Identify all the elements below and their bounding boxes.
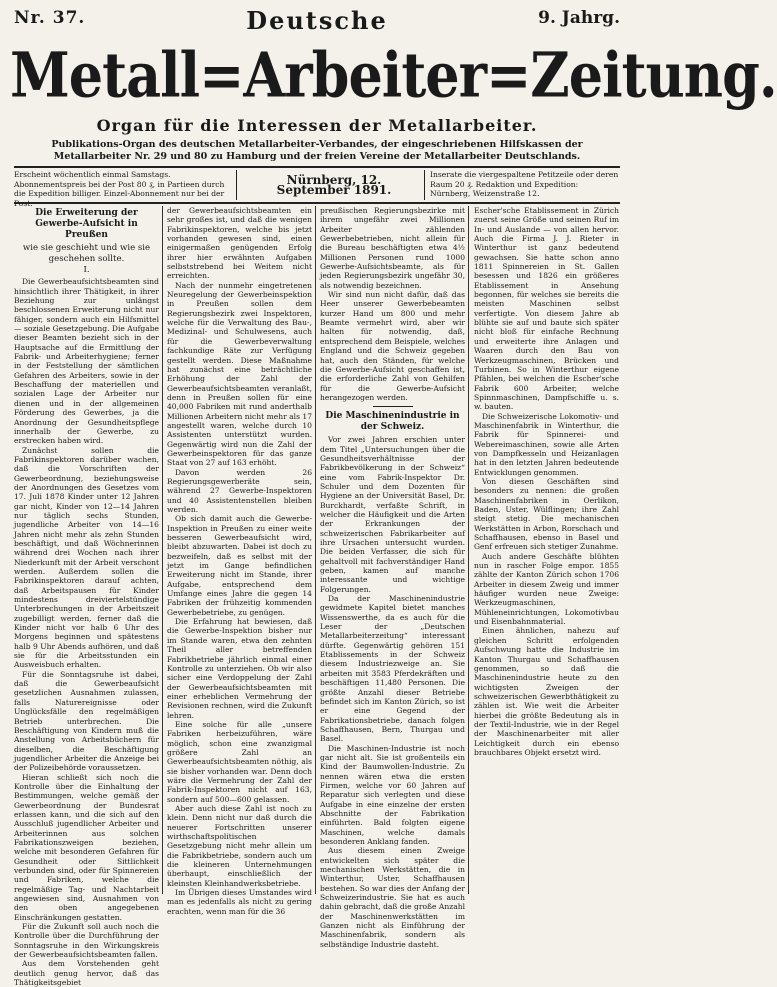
paragraph: Auch andere Geschäfte blühten nun in rascher Folge empor. 1855 zählte der Kanton Zürich schon 1706 Arbeiter in diesem Zweig und immer häufiger wurden neue Zweige: Werkzeugmaschinen, Mühleneinrichtungen, Lokomotivbau und Eisenbahnmaterial.	[474, 551, 619, 627]
paragraph: Davon werden 26 Regierungsgewerberäte sein, während 27 Gewerbe-Inspektoren und 40 Assistentenstellen bleiben werden.	[167, 467, 312, 514]
article-heading: Die Maschinenindustrie in der Schweiz.	[325, 411, 460, 433]
column-1	[14, 206, 159, 987]
publication-line: Publikations-Organ des deutschen Metallarbeiter-Verbandes, der eingeschriebenen Hilfskassen der Metallarbeiter Nr. 29 und 80 zu Hamburg und der freien Vereine der Metallarbeiter Deutschlands.	[51, 139, 583, 162]
paragraph: Im Übrigen dieses Umstandes wird man es jedenfalls als nicht zu gering erachten, wenn man für die 36	[167, 888, 312, 916]
masthead-title-top: Deutsche	[246, 6, 388, 35]
column-divider	[468, 206, 469, 894]
paragraph: Für die Zukunft soll auch noch die Kontrolle über die Durchführung der Sonntagsruhe in den Wirkungskreis der Gewerbeaufsichtsbeamten fallen.	[14, 922, 159, 960]
article-subheading: wie sie geschieht und wie sie geschehen sollte.	[22, 243, 151, 264]
paragraph: Die Erfahrung hat bewiesen, daß die Gewerbe-Inspektion bisher nur im Stande waren, etwa den zehnten Theil aller betreffenden Fabrikbetriebe jährlich einmal einer Kontrolle zu unterziehen. Ob wir also sicher eine Verdoppelung der Zahl der Gewerbeaufsichtsbeamten mit einer erheblichen Vermehrung der Revisionen rechnen, wird die Zukunft lehren.	[167, 617, 312, 720]
dateline: Nürnberg, 12. September 1891.	[276, 173, 392, 197]
paragraph: Aus dem Vorstehenden geht deutlich genug hervor, daß das Thätigkeitsgebiet	[14, 959, 159, 987]
paragraph: Aber auch diese Zahl ist noch zu klein. Denn nicht nur daß durch die neuerer Fortschritten unserer wirthschaftspolitischen Gesetzgebung nicht mehr allein um die Fabrikbetriebe, sondern auch um die kleineren Unternehmungen überhaupt, einschließlich der kleinsten Kleinhandwerksbetriebe.	[167, 804, 312, 888]
subscription-info: Erscheint wöchentlich einmal Samstags. Abonnementspreis bei der Post 80 ₰, in Partieen durch die Expedition billiger. Einzel-Abonnement nur bei der Post.	[14, 170, 225, 208]
masthead-topline	[14, 6, 620, 34]
column-divider	[162, 206, 163, 894]
paragraph: preußischen Regierungsbezirke mit ihrem ungefähr zwei Millionen Arbeiter zählenden Gewerbebetrieben, nicht allein für die Bureau beschäftigten etwa 4½ Millionen Personen rund 1000 Gewerbe-Aufsichtsbeamte, als für jeden Regierungsbezirk ungefähr 30, als notwendig bezeichnen.	[320, 206, 465, 290]
paragraph: Aus diesem einen Zweige entwickelten sich später die mechanischen Werkstätten, die in Winterthur, Uster, Schaffhausen bestehen. So war dies der Anfang der Schweizerindustrie. Sie hat es auch dahin gebracht, daß die große Anzahl der Maschinenwerkstätten im Ganzen nicht als Einführung der Maschinenfabrik, sondern als selbständige Industrie dasteht.	[320, 846, 465, 949]
paragraph: Da der Maschinenindustrie gewidmete Kapitel bietet manches Wissenswerthe, da es auch für die Leser der „Deutschen Metallarbeiterzeitung“ interessant dürfte. Gegenwärtig gehören 151 Etablissements in der Schweiz diesem Industriezweige an. Sie arbeiten mit 3583 Pferdekräften und beschäftigen 11,480 Personen. Die größte Anzahl dieser Betriebe befindet sich im Kanton Zürich, so ist er eine Gegend der Fabrikationsbetriebe, danach folgen Schaffhausen, Bern, Thurgau und Basel.	[320, 594, 465, 744]
paragraph: Die Gewerbeaufsichtsbeamten sind hinsichtlich ihrer Thätigkeit, in ihrer Beziehung zur unlängst beschlossenen Erweiterung nicht nur fähiger, sondern auch ein Hilfsmittel — soziale Gesetzgebung. Die Aufgabe dieser Beamten bezieht sich in der Hauptsache auf die Ermittlung der Fabrik- und Arbeiterhygiene; ferner in der Feststellung der sämtlichen Gefahren des Arbeiters, sowie in der Beschaffung der materiellen und sozialen Lage der Arbeiter nur dienen und in der allgemeinen Förderung des Gewerbes, ja die Anordnung der Gesundheitspflege innerhalb der Gewerbe, zu erstrecken haben wird.	[14, 277, 159, 446]
paragraph: Ob sich damit auch die Gewerbe-Inspektion in Preußen zu einer weite besseren Gewerbeaufsicht wird, bleibt abzuwarten. Dabei ist doch zu bezweifeln, daß es selbst mit der jetzt im Gange befindlichen Erweiterung nicht im Stande, ihrer Aufgabe, entsprechend dem Umfange eines Jahre die gegen 14 Fabriken der frühzeitig kommenden Gewerbebetriebe, zu genügen.	[167, 514, 312, 617]
divider	[424, 170, 425, 200]
paragraph: Hieran schließt sich noch die Kontrolle über die Einhaltung der Bestimmungen, welche gemäß der Gewerbeordnung der Bundesrat erlassen kann, und die sich auf den Ausschluß jugendlicher Arbeiter und Arbeiterinnen aus solchen Fabrikationszweigen beziehen, welche mit besonderen Gefahren für Gesundheit oder Sittlichkeit verbunden sind, oder für Spinnereien und Fabriken, welche die regelmäßige Tag- und Nachtarbeit angewiesen sind, Ausnahmen von den oben angegebenen Einschränkungen gestatten.	[14, 772, 159, 922]
paragraph: Die Schweizerische Lokomotiv- und Maschinenfabrik in Winterthur, die Fabrik für Spinnerei- und Webereimaschinen, sowie alle Arten von Dampfkesseln und Heizanlagen hat in den letzten Jahren bedeutende Entwicklungen genommen.	[474, 411, 619, 477]
divider	[373, 406, 413, 407]
paragraph: Für die Sonntagsruhe ist dabei, daß die Gewerbeaufsicht gesetzlichen Ausnahmen zulassen, falls Naturereignisse oder Unglücksfälle den regelmäßigen Betrieb unterbrechen. Die Beschäftigung von Kindern muß die Anstellung von Arbeitsbüchern für dieselben, die Beschäftigung jugendlicher Arbeiter die Anzeige bei der Polizeibehörde voraussetzen.	[14, 669, 159, 773]
column-divider	[315, 206, 316, 894]
divider	[236, 170, 237, 200]
masthead-title: Metall=Arbeiter=Zeitung.	[10, 38, 777, 112]
paragraph: Zunächst sollen die Fabrikinspektoren darüber wachen, daß die Vorschriften der Gewerbeordnung, beziehungsweise der Anordnungen des Gesetzes vom 17. Juli 1878 Kinder unter 12 Jahren gar nicht, Kinder von 12—14 Jahren nur täglich sechs Stunden, jugendliche Arbeiter von 14—16 Jahren nicht mehr als zehn Stunden beschäftigt, und daß Wöchnerinnen während drei Wochen nach ihrer Niederkunft mit der Arbeit verschont werden. Außerdem sollen die Fabrikinspektoren darauf achten, daß Arbeitspausen für Kinder mindestens dreiviertelstündige Unterbrechungen in der Arbeitszeit zugebilligt werden, ferner daß die Kinder nicht vor halb 6 Uhr des Morgens beginnen und spätestens halb 9 Uhr Abends aufhören, und daß sie für die Arbeitsstunden ein Ausweisbuch erhalten.	[14, 445, 159, 670]
volume-year: 9. Jahrg.	[538, 8, 620, 28]
section-number: I.	[83, 265, 90, 275]
divider	[14, 202, 620, 204]
paragraph: Von diesen Geschäften sind besonders zu nennen: die großen Maschinenfabriken in Oerlikon, Baden, Uster, Wülflingen; ihre Zahl steigt stetig. Die mechanischen Werkstätten in Arbon, Rorschach und Schaffhausen, ebenso in Basel und Genf erfreuen sich stetiger Zunahme.	[474, 476, 619, 552]
paragraph: Die Maschinen-Industrie ist noch gar nicht alt. Sie ist großenteils ein Kind der Baumwollen-Industrie. Zu nennen wären etwa die ersten Firmen, welche vor 60 Jahren auf Reparatur sich verlegten und diese Aufgabe in eine einzelne der ersten Abschnitte der Fabrikation einführten. Bald folgten eigene Maschinen, welche damals besonderen Anklang fanden.	[320, 743, 465, 846]
paragraph: Wir sind nun nicht dafür, daß das Heer unserer Gewerbebeamten kurzer Hand um 800 und mehr Beamte vermehrt wird, aber wir halten für notwendig, daß, entsprechend dem Beispiele, welches England und die Schweiz gegeben hat, auch den Ständen, für welche die Gewerbe-Aufsicht geschaffen ist, die erforderliche Zahl von Gehilfen für die Gewerbe-Aufsicht herangezogen werden.	[320, 290, 465, 402]
paragraph: Escher'sche Etablissement in Zürich zuerst seine Größe und seinen Ruf im In- und Auslande — von allen hervor. Auch die Firma J. J. Rieter in Winterthur ist ganz bedeutend gewachsen. Sie hatte schon anno 1811 Spinnereien in St. Gallen besessen und 1826 ein größeres Etablissement in Ansehung begonnen, für welches sie bereits die meisten Maschinen selbst verfertigte. Von diesem Jahre ab blühte sie auf und baute sich später nicht bloß für einfache Rechnung und erweiterte ihre Anlagen und Waaren durch den Bau von Werkzeugmaschinen, Brücken und Turbinen. So in Winterthur eigene Pfählen, bei welchen die Escher'sche Fabrik 600 Arbeiter, welche Spinnmaschinen, Dampfschiffe u. s. w. bauten.	[474, 206, 619, 412]
info-bar	[14, 170, 620, 208]
advertising-info: Inserate die viergespaltene Petitzeile oder deren Raum 20 ₰. Redaktion und Expedition: Nürnberg, Weizenstraße 12.	[430, 170, 619, 198]
column-3	[320, 206, 465, 949]
column-2	[167, 206, 312, 916]
paragraph: Einen ähnlichen, nahezu auf gleichen Schritt erfolgenden Aufschwung hatte die Industrie im Kanton Thurgau und Schaffhausen genommen, so daß die Maschinenindustrie heute zu den wichtigsten Zweigen der schweizerischen Gewerbthätigkeit zu zählen ist. Wie weit die Arbeiter hierbei die größte Bedeutung als in der Textil-Industrie, wie in der Regel der Maschinenarbeiter mit aller Leichtigkeit durch ein ebenso brauchbares Objekt ersetzt wird.	[474, 626, 619, 757]
paragraph: der Gewerbeaufsichtsbeamten ein sehr großes ist, und daß die wenigen Fabrikinspektoren, welche bis jetzt vorhanden gewesen sind, einen einigermaßen genügenden Erfolg ihrer hier erwähnten Aufgaben selbststrebend bei Weitem nicht erreichten.	[167, 206, 312, 281]
paragraph: Vor zwei Jahren erschien unter dem Titel „Untersuchungen über die Gesundheitsverhältnisse der Fabrikbevölkerung in der Schweiz“ eine vom Fabrik-Inspektor Dr. Schuler und dem Dozenten für Hygiene an der Universität Basel, Dr. Burckhardt, verfaßte Schrift, in welcher die Häufigkeit und die Arten der Erkrankungen der schweizerischen Fabrikarbeiter auf ihre Ursachen untersucht wurden. Die beiden Verfasser, die sich für gehaltvoll mit fachverständiger Hand geben, kamen auf manche interessante und wichtige Folgerungen.	[320, 435, 465, 594]
issue-number: Nr. 37.	[14, 8, 86, 28]
article-heading: Die Erweiterung der Gewerbe-Aufsicht in Preußen	[35, 208, 138, 240]
masthead-subtitle: Organ für die Interessen der Metallarbeiter.	[96, 116, 538, 135]
paragraph: Eine solche für alle „unsere Fabriken herbeizuführen, wäre möglich, schon eine zwanzigmal größere Zahl an Gewerbeaufsichtsbeamten nöthig, als sie bisher vorhanden war. Denn doch wäre die Vermehrung der Zahl der Fabrik-Inspektoren nicht auf 163, sondern auf 500—600 gelassen.	[167, 719, 312, 804]
column-4	[474, 206, 619, 894]
divider	[14, 166, 620, 168]
paragraph: Nach der nunmehr eingetretenen Neuregelung der Gewerbeinspektion in Preußen sollen dem Regierungsbezirk zwei Inspektoren, welche für die Verwaltung des Bau-, Medizinal- und Schulwesens, auch für die Gewerbeverwaltung fachkundige Räte zur Verfügung gestellt werden. Diese Maßnahme hat zunächst eine beträchtliche Erhöhung der Zahl der Gewerbeaufsichtsbeamten veranlaßt, denn in Preußen sollen für eine 40,000 Fabriken mit rund anderthalb Millionen Arbeitern nicht mehr als 17 angestellt waren, welche durch 10 Assistenten unterstützt wurden. Gegenwärtig wird nun die Zahl der Gewerbeinspektoren für das ganze Staat von 27 auf 163 erhöht.	[167, 280, 312, 468]
